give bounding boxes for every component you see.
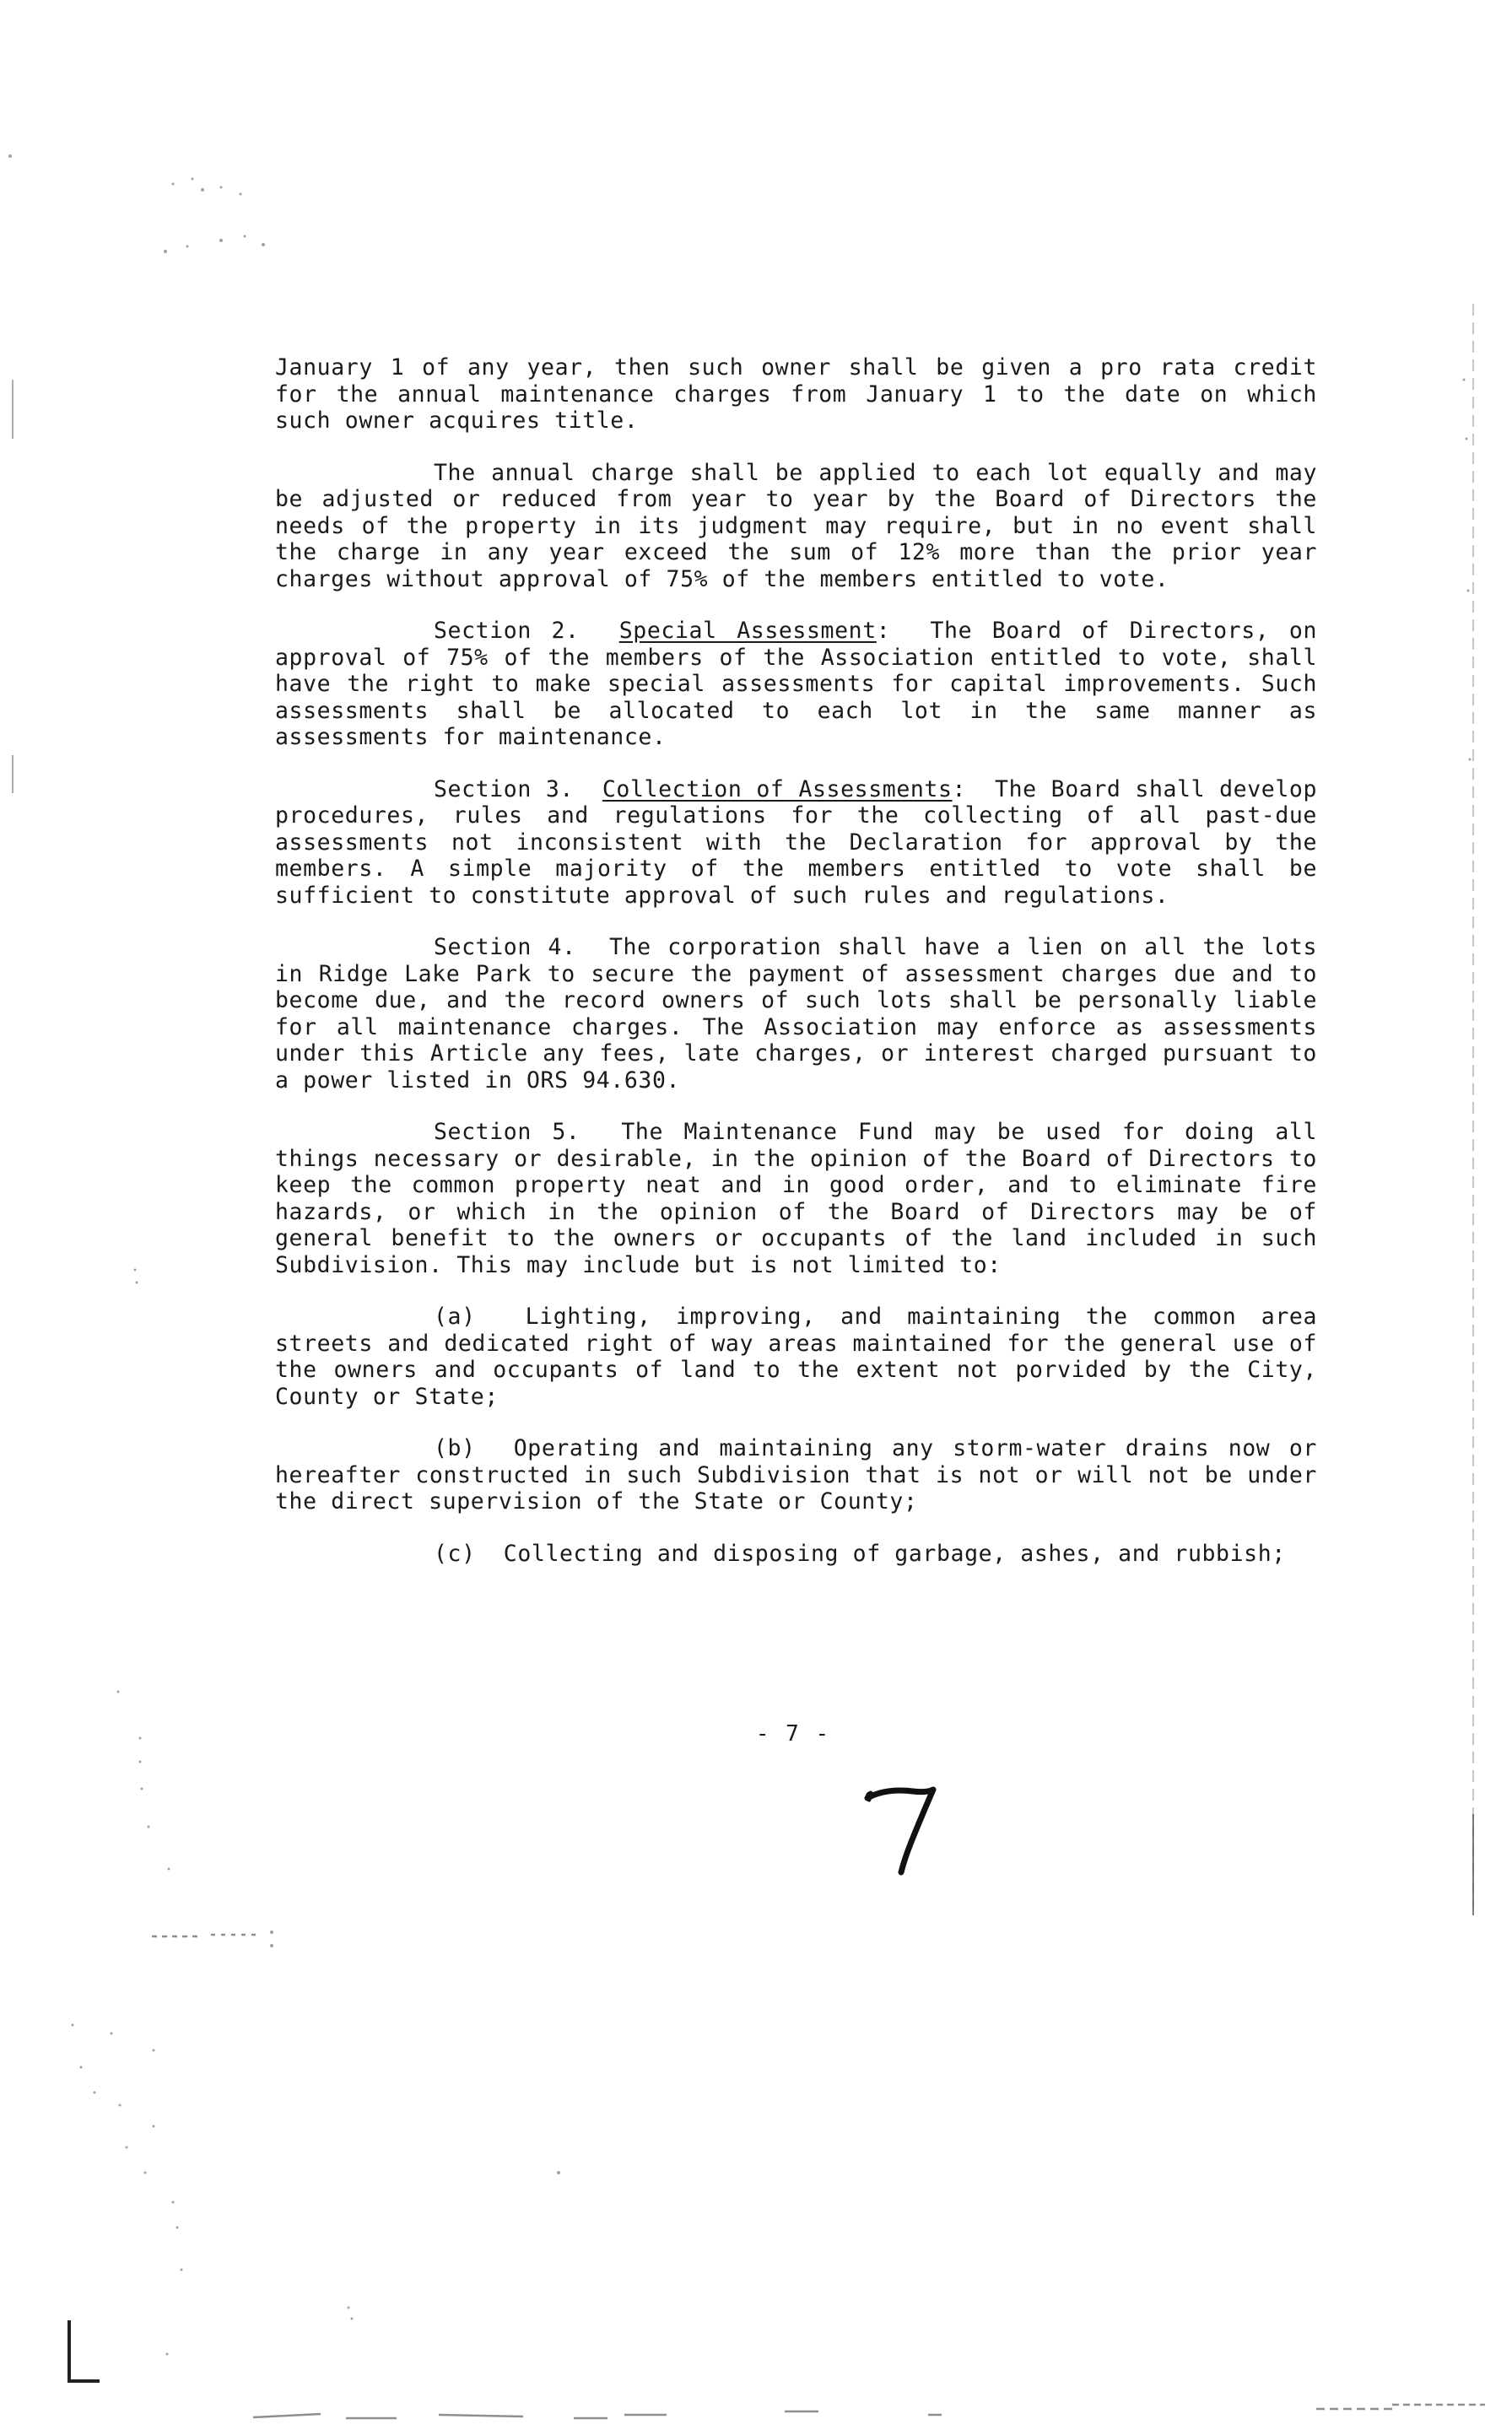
item-text: Lighting, improving, and maintaining the common area streets and dedicated right of way areas maintained for the general use of the owners and occupants of land to the extent not porvided by the City, County or State; — [275, 1304, 1318, 1410]
section-label: Section 2. — [434, 618, 580, 644]
document-body — [275, 354, 1317, 1592]
paragraph-text: January 1 of any year, then such owner shall be given a pro rata credit for the annual maintenance charges from January 1 to the date on which such owner acquires title. — [275, 354, 1317, 434]
section-text: The Board shall develop procedures, rules and regulations for the collecting of all past-due assessments not inconsistent with the Declaration for approval by the members. A simple majority of the members entitled to vote shall be sufficient to constitute approval of such rules and regulations. — [275, 775, 1317, 909]
section-label: Section 3. — [434, 775, 574, 802]
section-label: Section 5. — [434, 1119, 580, 1145]
paragraph-annual-charge — [275, 460, 1317, 593]
page-number: - 7 - — [755, 1721, 831, 1747]
paragraph-text: The annual charge shall be applied to each lot equally and may be adjusted or reduced from year to year by the Board of Directors the needs of the property in its judgment may require, but in no event shall the charge in any year exceed the sum of 12% more than the prior year charges without approval of 75% of the members entitled to vote. — [275, 459, 1317, 592]
corner-bracket-mark — [68, 2320, 100, 2383]
handwritten-page-mark — [861, 1776, 953, 1877]
section-heading: Collection of Assessments — [602, 775, 953, 802]
item-text: Operating and maintaining any storm-water drains now or hereafter constructed in such Subdivision that is not or will not be under the direct supervision of the State or County; — [275, 1435, 1317, 1515]
item-text: Collecting and disposing of garbage, ashes, and rubbish; — [503, 1540, 1286, 1567]
left-margin-mark — [12, 755, 14, 793]
section-text: The Board of Directors, on approval of 75% of the members of the Association entitled to vote, shall have the right to make special assessments for capital improvements. Such assessments shall be allocated to each lot in the same manner as assessments for maintenance. — [275, 618, 1318, 750]
section-2: Section 2. Special Assessment: The Board of Directors, on approval of 75% of the members of the Association entitled to vote, shall have the right to make special assessments for capital improvements. Such assessments shall be allocated to each lot in the same manner as assessments for maintenance. — [275, 618, 1318, 750]
item-marker: (b) — [434, 1435, 476, 1461]
item-marker: (a) — [434, 1304, 476, 1330]
paragraph-continuation — [275, 354, 1317, 435]
right-margin-rule-solid — [1472, 1814, 1474, 1915]
list-item-b — [275, 1435, 1317, 1515]
section-3: Section 3. Collection of Assessments: The Board shall develop procedures, rules and regulations for the collecting of all past-due assessments not inconsistent with the Declaration for approval by the members. A simple majority of the members entitled to vote shall be sufficient to constitute approval of such rules and regulations. — [275, 775, 1317, 909]
left-margin-mark — [12, 380, 14, 439]
list-item-a — [275, 1304, 1317, 1410]
item-marker: (c) — [434, 1540, 476, 1567]
right-margin-rule — [1472, 304, 1474, 1907]
section-heading: Special Assessment — [618, 618, 877, 644]
section-text: The Maintenance Fund may be used for doing all things necessary or desirable, in the opinion of the Board of Directors to keep the common property neat and in good order, and to eliminate fire hazards, or which in the opinion of the Board of Directors may be of general benefit to the owners or occupants of the land included in such Subdivision. This may include but is not limited to: — [275, 1119, 1318, 1278]
section-label: Section 4. — [434, 934, 576, 960]
section-5 — [275, 1119, 1317, 1278]
list-item-c — [275, 1541, 1317, 1568]
section-4 — [275, 934, 1317, 1094]
section-text: The corporation shall have a lien on all the lots in Ridge Lake Park to secure the payment of assessment charges due and to become due, and the record owners of such lots shall be personally liable for all maintenance charges. The Association may enforce as assessments under this Article any fees, late charges, or interest charged pursuant to a power listed in ORS 94.630. — [275, 934, 1318, 1094]
